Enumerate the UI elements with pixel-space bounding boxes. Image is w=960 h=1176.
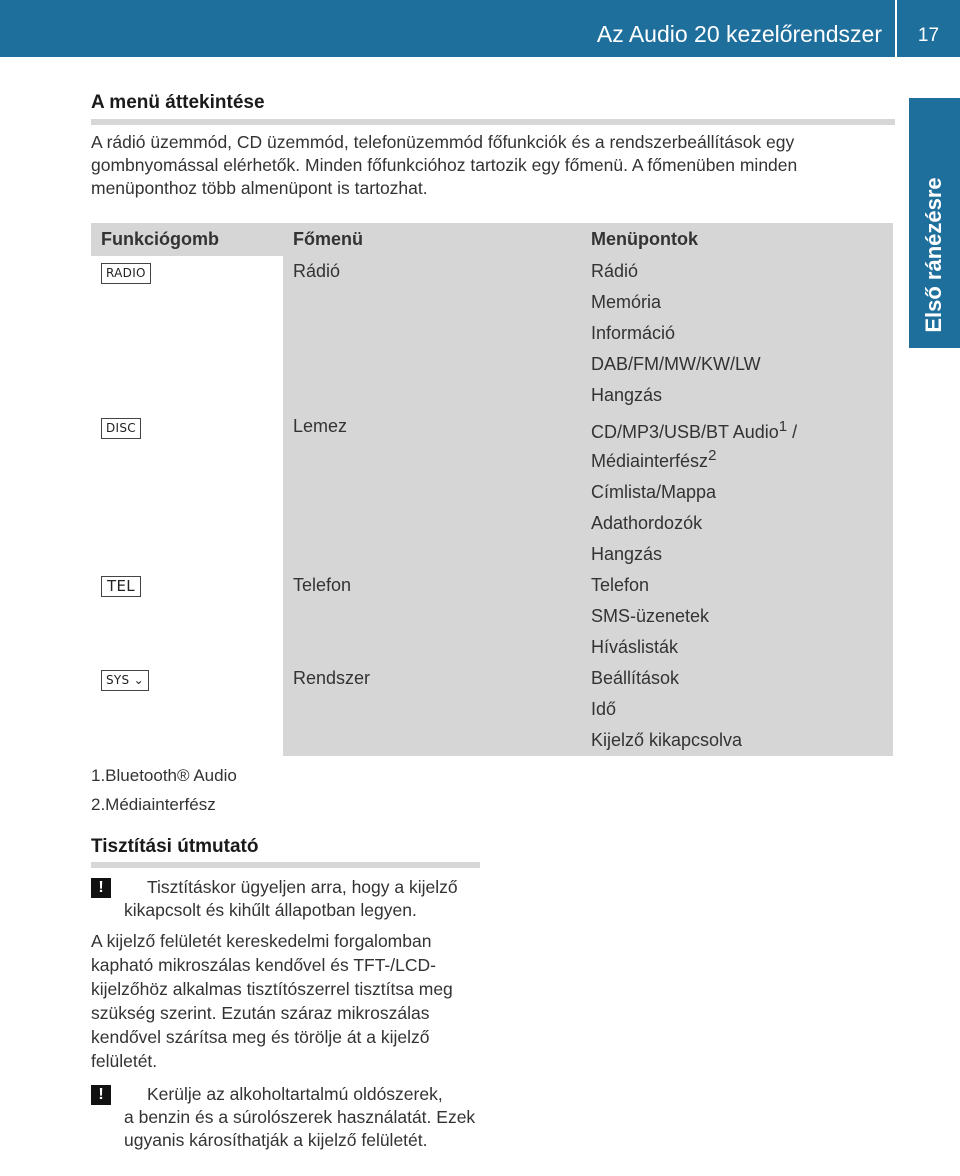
table-header-row (91, 223, 893, 256)
page-number: 17 (917, 25, 940, 46)
table-row (91, 411, 893, 477)
menu-item-suffix: / (787, 422, 798, 442)
tel-key-icon: TEL (101, 576, 141, 597)
table-row (91, 256, 893, 287)
footnote-marker: 2 (708, 447, 717, 464)
warning-icon: ! (91, 1085, 111, 1105)
footnotes (91, 761, 237, 819)
menu-item: Hangzás (581, 539, 893, 570)
menu-item-text: Médiainterfész (591, 451, 709, 471)
warning-text-line: Tisztításkor ügyeljen arra, hogy a kijelző (147, 877, 458, 897)
menu-table (91, 223, 893, 756)
warning-text-line: Kerülje az alkoholtartalmú oldószerek, (147, 1084, 443, 1104)
menu-item: Híváslisták (581, 632, 893, 663)
footnote-1: 1.Bluetooth® Audio (91, 766, 237, 785)
warning-text-rest: kikapcsolt és kihűlt állapotban legyen. (124, 900, 417, 920)
table-row (91, 663, 893, 694)
disc-key-icon: DISC (101, 418, 141, 439)
sys-key-label: SYS (106, 673, 130, 687)
header-main-menu: Főmenü (283, 223, 581, 256)
section-title-cleaning: Tisztítási útmutató (91, 836, 259, 857)
menu-item: Rádió (581, 256, 893, 287)
main-menu-cell: Lemez (283, 411, 581, 570)
cleaning-paragraph: A kijelző felületét kereskedelmi forgalomban kapható mikroszálas kendővel és TFT-/LCD-kijelzőhöz alkalmas tisztítószerrel tisztítsa meg szükség szerint. Ezután száraz mikroszálas kendővel szárítsa meg és törölje át a kijelző felületét. (91, 931, 453, 1071)
menu-item-text: CD/MP3/USB/BT Audio (591, 422, 779, 442)
page-header-title: Az Audio 20 kezelőrendszer (596, 21, 882, 47)
key-cell (91, 570, 283, 663)
sys-check-icon: ⌄ (129, 673, 144, 687)
main-menu-cell: Rádió (283, 256, 581, 411)
menu-item: Telefon (581, 570, 893, 601)
header-function-key: Funkciógomb (91, 223, 283, 256)
table-row (91, 570, 893, 601)
side-tab-label: Első ránézésre (921, 177, 946, 333)
menu-item: Hangzás (581, 380, 893, 411)
menu-item: Kijelző kikapcsolva (581, 725, 893, 756)
menu-item: Címlista/Mappa (581, 477, 893, 508)
section-title-menu: A menü áttekintése (91, 92, 265, 113)
warning-icon: ! (91, 878, 111, 898)
warning-note-1 (91, 876, 491, 924)
menu-item: Adathordozók (581, 508, 893, 539)
key-cell (91, 411, 283, 570)
menu-item: SMS-üzenetek (581, 601, 893, 632)
key-cell (91, 256, 283, 411)
sys-key-icon (101, 670, 149, 691)
main-menu-cell: Telefon (283, 570, 581, 663)
main-menu-cell: Rendszer (283, 663, 581, 756)
warning-text-rest: a benzin és a súrolószerek használatát. Ezek ugyanis károsíthatják a kijelző felületét. (124, 1107, 476, 1150)
key-cell (91, 663, 283, 756)
menu-item: DAB/FM/MW/KW/LW (581, 349, 893, 380)
menu-item: Beállítások (581, 663, 893, 694)
menu-item: Információ (581, 318, 893, 349)
header-menu-items: Menüpontok (581, 223, 893, 256)
footnote-2: 2.Médiainterfész (91, 795, 216, 814)
menu-item (581, 411, 893, 477)
footnote-marker: 1 (778, 418, 788, 435)
intro-paragraph: A rádió üzemmód, CD üzemmód, telefonüzemmód főfunkciók és a rendszerbeállítások egy gombnyomással elérhetők. Minden főfunkcióhoz tartozik egy főmenü. A főmenüben minden menüponthoz több almenüpont is tartozhat. (91, 132, 798, 198)
radio-key-icon: RADIO (101, 263, 151, 284)
section-rule (91, 862, 480, 868)
menu-item: Idő (581, 694, 893, 725)
menu-item: Memória (581, 287, 893, 318)
warning-note-2 (91, 1083, 491, 1175)
section-rule (91, 119, 895, 125)
